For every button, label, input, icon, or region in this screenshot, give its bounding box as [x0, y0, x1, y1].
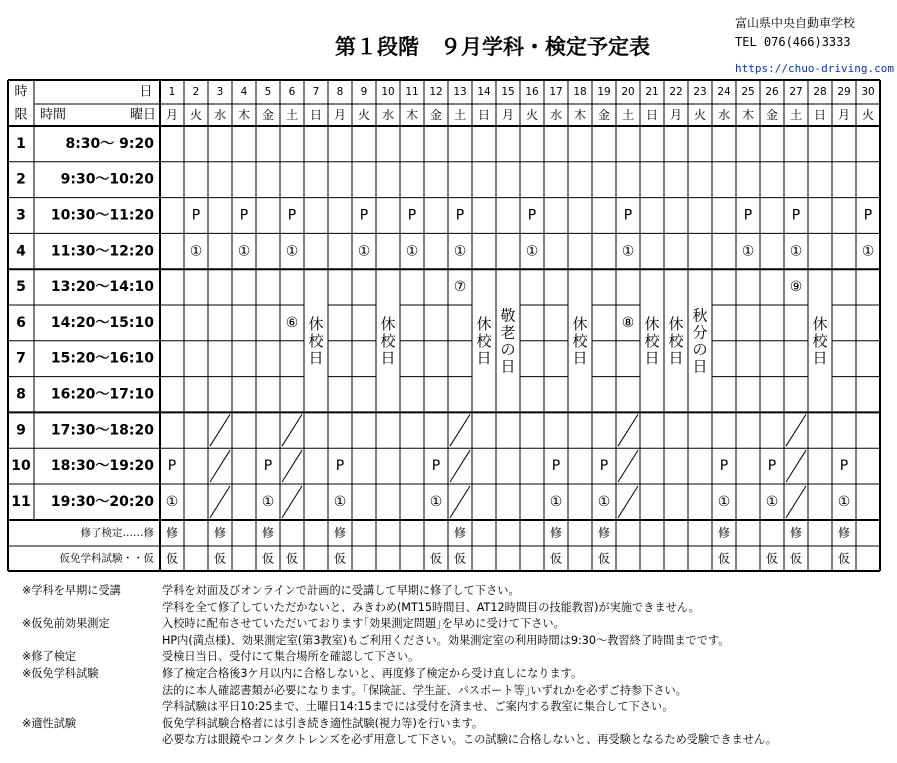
weekday-label: 月	[669, 108, 683, 122]
day-number: 10	[381, 86, 395, 98]
weekday-label: 火	[525, 108, 539, 122]
period-time: 14:20～15:10	[50, 314, 154, 331]
weekday-label: 木	[237, 108, 251, 122]
lesson-number-mark: ①	[861, 243, 875, 260]
note-text: 法的に本人確認書類が必要になります。｢保険証、学生証、パスポート等｣いずれかを必ずご持参下さい。	[162, 683, 687, 697]
weekday-label: 日	[477, 108, 491, 122]
weekday-label: 火	[189, 108, 203, 122]
pretest-mark: P	[431, 458, 441, 475]
lesson-number-mark: ①	[405, 243, 419, 260]
struck-cell-diagonal	[786, 486, 806, 518]
lesson-number-mark: ①	[165, 493, 179, 510]
day-number: 18	[573, 86, 587, 98]
lesson-number-mark: ①	[717, 493, 731, 510]
day-number: 12	[429, 86, 443, 98]
holiday-label: 休校日	[812, 314, 828, 367]
day-number: 20	[621, 86, 635, 98]
exam-mark: 修	[789, 526, 803, 540]
note-text: 受検日当日、受付にて集合場所を確認して下さい。	[162, 650, 420, 664]
lesson-number-mark: ⑥	[285, 314, 299, 331]
day-number: 16	[525, 86, 539, 98]
weekday-label: 金	[765, 108, 779, 122]
day-number: 1	[168, 86, 176, 98]
header-jigen-bottom: 限	[14, 107, 28, 123]
weekday-label: 火	[357, 108, 371, 122]
exam-mark: 仮	[165, 551, 179, 566]
pretest-mark: P	[527, 207, 537, 224]
struck-cell-diagonal	[618, 414, 638, 446]
exam-mark: 仮	[261, 551, 275, 566]
header-weekday-label: 曜日	[129, 107, 156, 123]
note-text: 入校時に配布させていただいております｢効果測定問題｣を早めに受けて下さい。	[162, 617, 565, 631]
exam-mark: 仮	[717, 551, 731, 566]
weekday-label: 月	[333, 108, 347, 122]
school-url-link[interactable]: https://chuo-driving.com	[735, 62, 894, 75]
period-number: 1	[16, 135, 26, 152]
lesson-number-mark: ①	[741, 243, 755, 260]
day-number: 21	[645, 86, 659, 98]
struck-cell-diagonal	[210, 414, 230, 446]
weekday-label: 月	[501, 108, 515, 122]
period-time: 16:20～17:10	[50, 386, 154, 403]
lesson-number-mark: ①	[189, 243, 203, 260]
holiday-label: 休校日	[572, 314, 588, 367]
exam-mark: 修	[597, 526, 611, 540]
struck-cell-diagonal	[786, 414, 806, 446]
struck-cell-diagonal	[210, 486, 230, 518]
pretest-mark: P	[791, 207, 801, 224]
period-time: 18:30～19:20	[50, 458, 154, 475]
lesson-number-mark: ①	[549, 493, 563, 510]
period-time: 10:30～11:20	[50, 207, 154, 224]
lesson-number-mark: ①	[837, 493, 851, 510]
pretest-mark: P	[359, 207, 369, 224]
lesson-number-mark: ⑦	[453, 279, 467, 296]
day-number: 25	[741, 86, 755, 98]
note-label: ※仮免前効果測定	[22, 617, 110, 631]
pretest-mark: P	[239, 207, 249, 224]
pretest-mark: P	[599, 458, 609, 475]
struck-cell-diagonal	[210, 450, 230, 482]
exam-mark: 仮	[453, 551, 467, 566]
exam-mark: 修	[213, 526, 227, 540]
note-text: HP内(満点様)、効果測定室(第3教室)もご利用ください。効果測定室の利用時間は9:30～教習終了時間までです。	[162, 633, 730, 647]
exam-mark: 仮	[213, 551, 227, 566]
weekday-label: 月	[165, 108, 179, 122]
lesson-number-mark: ①	[765, 493, 779, 510]
weekday-label: 水	[549, 108, 563, 122]
pretest-mark: P	[767, 458, 777, 475]
exam-mark: 仮	[765, 551, 779, 566]
weekday-label: 金	[429, 108, 443, 122]
lesson-number-mark: ①	[597, 493, 611, 510]
exam-mark: 修	[333, 526, 347, 540]
lesson-number-mark: ①	[237, 243, 251, 260]
pretest-mark: P	[863, 207, 873, 224]
period-time: 11:30～12:20	[50, 243, 154, 260]
pretest-mark: P	[839, 458, 849, 475]
pretest-mark: P	[287, 207, 297, 224]
day-number: 23	[693, 86, 707, 98]
day-number: 3	[216, 86, 224, 98]
struck-cell-diagonal	[450, 450, 470, 482]
pretest-mark: P	[719, 458, 729, 475]
period-number: 8	[16, 386, 26, 403]
note-text: 必要な方は眼鏡やコンタクトレンズを必ず用意して下さい。この試験に合格しないと、再受験となるため受験できません。	[162, 733, 777, 747]
day-number: 24	[717, 86, 731, 98]
day-number: 11	[405, 86, 419, 98]
period-number: 2	[16, 171, 26, 188]
weekday-label: 木	[573, 108, 587, 122]
day-number: 5	[264, 86, 272, 98]
lesson-number-mark: ①	[525, 243, 539, 260]
holiday-label: 休校日	[380, 314, 396, 367]
lesson-number-mark: ①	[453, 243, 467, 260]
exam-mark: 仮	[429, 551, 443, 566]
note-label: ※修了検定	[22, 650, 77, 664]
exam-mark: 仮	[789, 551, 803, 566]
weekday-label: 水	[717, 108, 731, 122]
exam-mark: 修	[717, 526, 731, 540]
holiday-label: 敬老の日	[500, 306, 516, 376]
weekday-label: 火	[693, 108, 707, 122]
note-label: ※学科を早期に受講	[22, 584, 121, 597]
lesson-number-mark: ⑨	[789, 279, 803, 296]
holiday-label: 秋分の日	[692, 306, 708, 376]
day-number: 8	[336, 86, 344, 98]
weekday-label: 土	[621, 108, 635, 122]
exam-mark: 修	[165, 526, 179, 540]
period-number: 6	[16, 314, 26, 331]
day-number: 4	[240, 86, 248, 98]
holiday-label: 休校日	[644, 314, 660, 367]
note-text: 修了検定合格後3ケ月以内に合格しないと、再度修了検定から受け直しになります。	[162, 667, 583, 680]
day-number: 13	[453, 86, 467, 98]
day-number: 15	[501, 86, 515, 98]
period-number: 3	[16, 207, 26, 224]
pretest-mark: P	[167, 458, 177, 475]
holiday-label: 休校日	[668, 314, 684, 367]
header-jigen-top: 時	[14, 84, 28, 100]
day-number: 17	[549, 86, 563, 98]
struck-cell-diagonal	[282, 414, 302, 446]
exam-mark: 修	[261, 526, 275, 540]
exam-mark: 仮	[285, 551, 299, 566]
pretest-mark: P	[263, 458, 273, 475]
period-number: 5	[16, 279, 26, 296]
holiday-label: 休校日	[308, 314, 324, 367]
struck-cell-diagonal	[282, 450, 302, 482]
weekday-label: 土	[285, 108, 299, 122]
day-number: 9	[360, 86, 368, 98]
period-number: 11	[11, 493, 31, 510]
note-label: ※仮免学科試験	[22, 667, 99, 680]
period-time: 15:20～16:10	[50, 350, 154, 367]
weekday-label: 土	[453, 108, 467, 122]
lesson-number-mark: ①	[621, 243, 635, 260]
weekday-label: 木	[741, 108, 755, 122]
exam-mark: 修	[837, 526, 851, 540]
weekday-label: 月	[837, 108, 851, 122]
weekday-label: 火	[861, 108, 875, 122]
struck-cell-diagonal	[282, 486, 302, 518]
weekday-label: 日	[645, 108, 659, 122]
lesson-number-mark: ⑧	[621, 314, 635, 331]
weekday-label: 水	[213, 108, 227, 122]
period-number: 10	[11, 458, 31, 475]
lesson-number-mark: ①	[333, 493, 347, 510]
period-time: 9:30～10:20	[60, 171, 154, 188]
weekday-label: 土	[789, 108, 803, 122]
exam-row-label: 修了検定……修	[80, 527, 154, 539]
exam-mark: 仮	[333, 551, 347, 566]
period-number: 7	[16, 350, 26, 367]
day-number: 6	[288, 86, 296, 98]
struck-cell-diagonal	[618, 486, 638, 518]
period-time: 17:30～18:20	[50, 422, 154, 439]
weekday-label: 日	[813, 108, 827, 122]
day-number: 7	[312, 86, 320, 98]
period-number: 9	[16, 422, 26, 439]
day-number: 30	[861, 86, 875, 98]
weekday-label: 水	[381, 108, 395, 122]
school-name: 富山県中央自動車学校	[735, 16, 856, 30]
period-time: 13:20～14:10	[50, 279, 154, 296]
exam-mark: 仮	[549, 551, 563, 566]
pretest-mark: P	[743, 207, 753, 224]
weekday-label: 日	[309, 108, 323, 122]
day-number: 22	[669, 86, 683, 98]
exam-row-label: 仮免学科試験・・仮	[59, 552, 154, 565]
school-tel: TEL 076(466)3333	[735, 35, 851, 49]
day-number: 14	[477, 86, 491, 98]
pretest-mark: P	[191, 207, 201, 224]
day-number: 27	[789, 86, 803, 98]
day-number: 29	[837, 86, 851, 98]
period-number: 4	[16, 243, 26, 260]
weekday-label: 金	[261, 108, 275, 122]
holiday-label: 休校日	[476, 314, 492, 367]
period-time: 8:30～ 9:20	[65, 135, 154, 152]
pretest-mark: P	[551, 458, 561, 475]
note-text: 学科試験は平日10:25まで、土曜日14:15までには受付を済ませ、ご案内する教室に集合して下さい。	[162, 700, 674, 714]
lesson-number-mark: ①	[429, 493, 443, 510]
struck-cell-diagonal	[450, 486, 470, 518]
header-time-label: 時間	[40, 107, 67, 123]
exam-mark: 修	[549, 526, 563, 540]
struck-cell-diagonal	[618, 450, 638, 482]
pretest-mark: P	[455, 207, 465, 224]
note-label: ※適性試験	[22, 716, 77, 730]
exam-mark: 修	[453, 526, 467, 540]
struck-cell-diagonal	[786, 450, 806, 482]
day-number: 2	[192, 86, 200, 98]
pretest-mark: P	[407, 207, 417, 224]
note-text: 学科を対面及びオンラインで計画的に受講して早期に修了して下さい。	[162, 584, 520, 597]
page-title: 第１段階 ９月学科・検定予定表	[335, 35, 650, 59]
period-time: 19:30～20:20	[50, 493, 154, 510]
note-text: 仮免学科試験合格者には引き続き適性試験(視力等)を行います。	[162, 716, 484, 730]
struck-cell-diagonal	[450, 414, 470, 446]
pretest-mark: P	[623, 207, 633, 224]
day-number: 19	[597, 86, 611, 98]
weekday-label: 木	[405, 108, 419, 122]
lesson-number-mark: ①	[285, 243, 299, 260]
pretest-mark: P	[335, 458, 345, 475]
header-day-label: 日	[139, 84, 153, 100]
note-text: 学科を全て修了していただかないと、みきわめ(MT15時間目、AT12時間目の技能教習)が実施できません。	[162, 600, 700, 614]
weekday-label: 金	[597, 108, 611, 122]
lesson-number-mark: ①	[261, 493, 275, 510]
lesson-number-mark: ①	[357, 243, 371, 260]
lesson-number-mark: ①	[789, 243, 803, 260]
exam-mark: 仮	[597, 551, 611, 566]
exam-mark: 仮	[837, 551, 851, 566]
day-number: 28	[813, 86, 827, 98]
day-number: 26	[765, 86, 779, 98]
